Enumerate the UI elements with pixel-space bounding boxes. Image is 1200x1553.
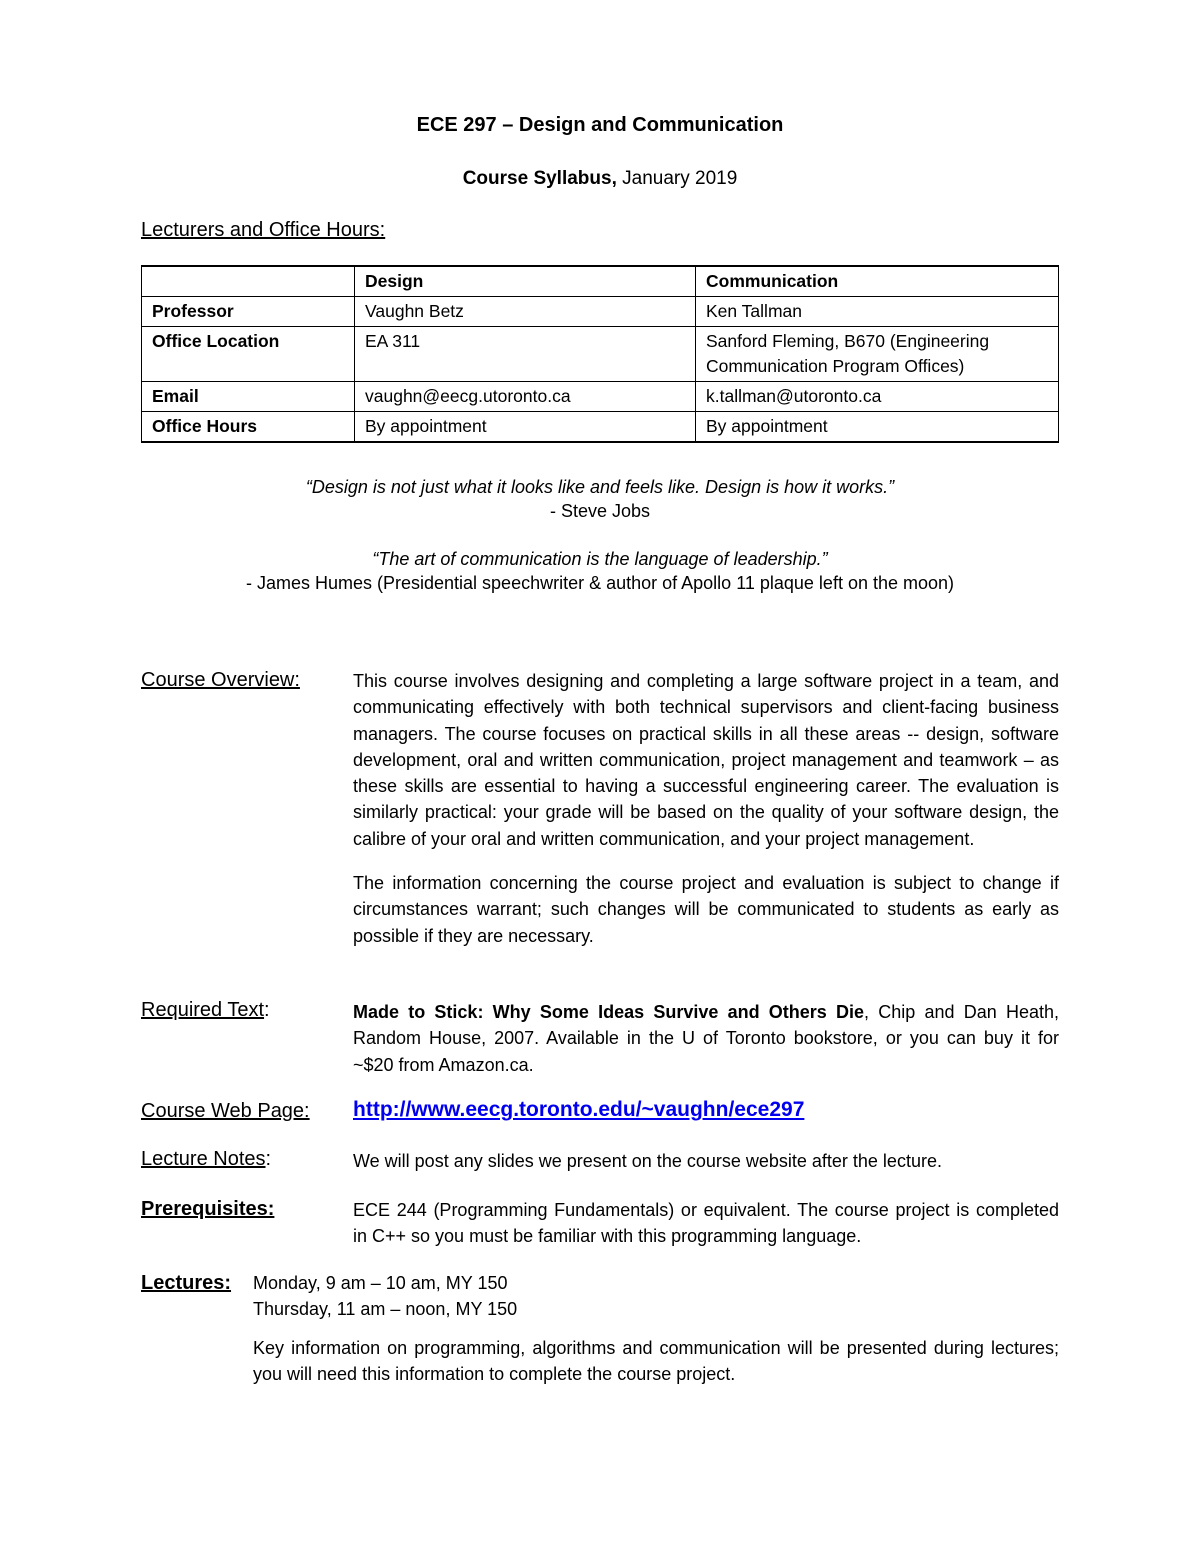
table-header-communication: Communication	[696, 266, 1059, 297]
lecture-notes-text: We will post any slides we present on the course website after the lecture.	[353, 1151, 942, 1171]
overview-paragraph-2: The information concerning the course project and evaluation is subject to change if circumstances warrant; such changes will be communicated to students as early as possible if they are necessary.	[353, 873, 1059, 946]
required-text-label: Required Text	[141, 999, 265, 1021]
subtitle-date: January 2019	[616, 168, 738, 189]
row-label: Office Hours	[142, 412, 355, 443]
communication-email-cell: k.tallman@utoronto.ca	[696, 382, 1059, 412]
lecture-notes-label: Lecture Notes	[141, 1148, 266, 1170]
lecture-notes-colon: :	[265, 1148, 272, 1170]
quote-jobs	[0, 477, 1200, 522]
document-subtitle	[0, 168, 1200, 190]
table-row	[142, 327, 1059, 382]
design-cell: EA 311	[355, 327, 696, 382]
communication-cell: By appointment	[696, 412, 1059, 443]
design-cell: Vaughn Betz	[355, 297, 696, 327]
quote-text: “The art of communication is the language of leadership.”	[372, 549, 828, 569]
document-title: ECE 297 – Design and Communication	[416, 114, 784, 136]
table-row	[142, 382, 1059, 412]
row-label: Office Location	[142, 327, 355, 382]
required-text-label-wrap	[141, 999, 270, 1022]
overview-body	[353, 668, 1059, 949]
required-text-colon: :	[264, 999, 270, 1021]
web-page-label: Course Web Page:	[141, 1100, 310, 1122]
lectures-body	[253, 1270, 1059, 1387]
row-label: Email	[142, 382, 355, 412]
lecture-slot-thursday: Thursday, 11 am – noon, MY 150	[253, 1299, 518, 1320]
quote-author: - James Humes (Presidential speechwriter & author of Apollo 11 plaque left on the moon)	[245, 573, 955, 593]
quote-author: - Steve Jobs	[549, 501, 651, 521]
web-page-link-wrap	[353, 1098, 804, 1122]
lecture-slot-monday: Monday, 9 am – 10 am, MY 150	[253, 1273, 508, 1293]
book-title: Made to Stick: Why Some Ideas Survive and Others Die	[353, 1002, 865, 1022]
design-cell: By appointment	[355, 412, 696, 443]
subtitle-bold: Course Syllabus,	[462, 168, 617, 189]
prerequisites-label: Prerequisites:	[141, 1198, 275, 1220]
quote-humes	[0, 549, 1200, 594]
prerequisites-text: ECE 244 (Programming Fundamentals) or equivalent. The course project is completed in C++ so you must be familiar with this programming language.	[353, 1200, 1059, 1247]
lecturers-table	[141, 265, 1059, 443]
table-row	[142, 412, 1059, 443]
row-label: Professor	[142, 297, 355, 327]
communication-cell: Sanford Fleming, B670 (Engineering Communication Program Offices)	[696, 327, 1059, 382]
communication-cell: Ken Tallman	[696, 297, 1059, 327]
table-header-design: Design	[355, 266, 696, 297]
book-details: , Chip and Dan Heath, Random House, 2007. Available in the U of Toronto bookstore, or you can buy it for ~$20 from Amazon.ca.	[353, 1002, 1059, 1075]
required-text-body	[353, 999, 1059, 1078]
quote-text: “Design is not just what it looks like and feels like. Design is how it works.”	[305, 477, 895, 497]
table-row	[142, 297, 1059, 327]
lectures-note: Key information on programming, algorithms and communication will be presented during lectures; you will need this information to complete the course project.	[253, 1337, 1059, 1384]
design-email-cell: vaughn@eecg.utoronto.ca	[355, 382, 696, 412]
lecturers-heading: Lecturers and Office Hours:	[141, 219, 386, 241]
table-header-row	[142, 266, 1059, 297]
overview-label: Course Overview:	[141, 669, 300, 691]
course-web-page-link[interactable]: http://www.eecg.toronto.edu/~vaughn/ece297	[353, 1098, 805, 1121]
lectures-label: Lectures:	[141, 1272, 232, 1294]
table-header-cell	[142, 266, 355, 297]
overview-paragraph-1: This course involves designing and completing a large software project in a team, and communicating effectively with both technical supervisors and client-facing business managers. The course focuses on practical skills in all these areas -- design, software development, oral and written communication, project management and teamwork – as these skills are essential to having a successful engineering career. The evaluation is similarly practical: your grade will be based on the quality of your software design, the calibre of your oral and written communication, and your project management.	[353, 671, 1059, 849]
lecture-notes-label-wrap	[141, 1148, 271, 1171]
